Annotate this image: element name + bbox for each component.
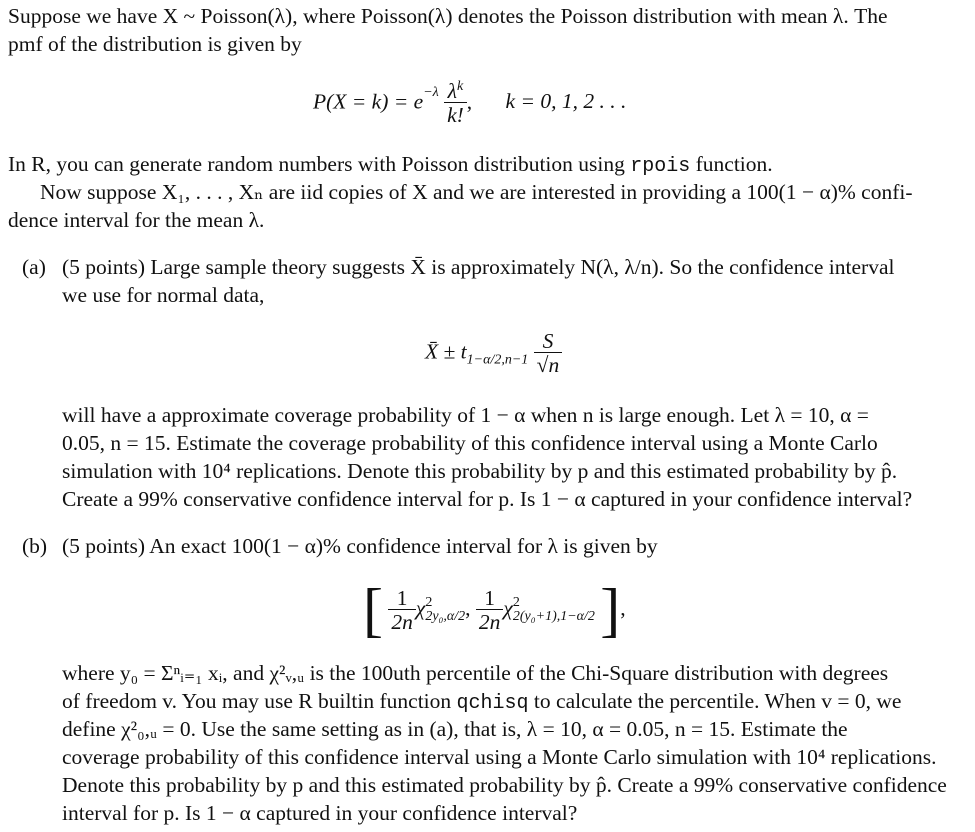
intro-line-5: Now suppose X₁, . . . , Xₙ are iid copies of X and we are interested in providing a 100(1 − α)% confi- bbox=[40, 180, 913, 204]
part-b-line-4: define χ²₀,ᵤ = 0. Use the same setting as in (a), that is, λ = 10, α = 0.05, n = 15. Estimate the bbox=[62, 717, 848, 741]
part-b-label: (b) bbox=[22, 534, 48, 558]
ci-denominator: √n bbox=[536, 353, 560, 377]
exact-chi-2-sub: 2(y₀+1),1−α/2 bbox=[512, 609, 595, 624]
ci-numerator: S bbox=[534, 330, 563, 353]
exact-frac-2 bbox=[476, 587, 504, 634]
exact-chi-2-sup: 2 bbox=[512, 595, 520, 610]
normal-ci-equation bbox=[425, 330, 562, 377]
exact-frac-2-den: 2n bbox=[478, 609, 501, 634]
part-a-label: (a) bbox=[22, 255, 46, 279]
pmf-lhs: P(X = k) = e bbox=[313, 89, 424, 114]
part-a-line-6: Create a 99% conservative confidence interval for p. Is 1 − α captured in your confidence interval? bbox=[62, 487, 913, 511]
part-b-line-5: coverage probability of this confidence interval using a Monte Carlo simulation with 10⁴ replications. bbox=[62, 745, 937, 769]
rpois-function: rpois bbox=[630, 155, 691, 178]
exact-chi-2: χ bbox=[503, 595, 513, 620]
exact-chi-1-sub: 2y₀,α/2 bbox=[425, 609, 466, 624]
right-bracket-icon: ] bbox=[600, 577, 621, 643]
pmf-exponent: −λ bbox=[423, 85, 439, 101]
exact-frac-1-num: 1 bbox=[388, 587, 416, 610]
part-b-line-1: (5 points) An exact 100(1 − α)% confidence interval for λ is given by bbox=[62, 534, 658, 558]
part-b-line-3 bbox=[62, 689, 901, 716]
part-a-line-2: we use for normal data, bbox=[62, 283, 265, 307]
pmf-fraction bbox=[444, 80, 467, 127]
part-a-line-3: will have a approximate coverage probability of 1 − α when n is large enough. Let λ = 10, α = bbox=[62, 403, 869, 427]
exact-frac-1-den: 2n bbox=[391, 609, 413, 634]
exact-chi-1-sup: 2 bbox=[425, 595, 433, 610]
qchisq-function: qchisq bbox=[456, 692, 529, 715]
pmf-equation: $P(X = k) = e^{-\lambda}$ $\frac{\lambda^k}{k!}$ , k = 0, 1, 2 . . . bbox=[313, 78, 627, 127]
intro-line-6: dence interval for the mean λ. bbox=[8, 208, 265, 232]
exact-comma: , bbox=[465, 595, 471, 620]
rpois-text-pre: In R, you can generate random numbers with Poisson distribution using bbox=[8, 152, 625, 176]
part-a-line-5: simulation with 10⁴ replications. Denote this probability by p and this estimated probability by p̂. bbox=[62, 459, 898, 483]
pmf-numerator: λ bbox=[447, 79, 457, 103]
ci-fraction bbox=[534, 330, 563, 377]
intro-line-rpois bbox=[8, 152, 773, 179]
left-bracket-icon: [ bbox=[363, 577, 383, 643]
exact-frac-1 bbox=[388, 587, 416, 634]
intro-line-2: pmf of the distribution is given by bbox=[8, 32, 302, 56]
pmf-range: k = 0, 1, 2 . . . bbox=[505, 89, 627, 114]
ci-t-subscript: 1−α/2,n−1 bbox=[466, 352, 529, 368]
exact-chi-1: χ bbox=[415, 595, 426, 620]
part-a-line-1: (5 points) Large sample theory suggests X̄ is approximately N(λ, λ/n). So the confidence interval bbox=[62, 255, 895, 279]
rpois-text-post: function. bbox=[695, 152, 773, 176]
exact-frac-2-num: 1 bbox=[476, 587, 504, 610]
part-a-line-4: 0.05, n = 15. Estimate the coverage probability of this confidence interval using a Monte Carlo bbox=[62, 431, 878, 455]
part-b-line-6: Denote this probability by p and this estimated probability by p̂. Create a 99% conservative confidence bbox=[62, 773, 947, 797]
qchisq-text-post: to calculate the percentile. When v = 0, we bbox=[533, 689, 902, 713]
exact-trailing-comma: , bbox=[620, 595, 626, 620]
intro-line-1: Suppose we have X ~ Poisson(λ), where Poisson(λ) denotes the Poisson distribution with mean λ. The bbox=[8, 4, 888, 28]
part-b-line-2: where y₀ = Σⁿᵢ₌₁ xᵢ, and χ²ᵥ,ᵤ is the 100uth percentile of the Chi-Square distribution with degrees bbox=[62, 661, 889, 685]
pmf-denominator: k! bbox=[447, 103, 464, 127]
qchisq-text-pre: of freedom v. You may use R builtin function bbox=[62, 689, 452, 713]
exact-ci-equation bbox=[363, 577, 626, 643]
ci-center: X̄ ± t bbox=[425, 339, 467, 364]
pmf-numerator-power: k bbox=[456, 78, 464, 94]
part-b-line-7: interval for p. Is 1 − α captured in your confidence interval? bbox=[62, 801, 578, 825]
